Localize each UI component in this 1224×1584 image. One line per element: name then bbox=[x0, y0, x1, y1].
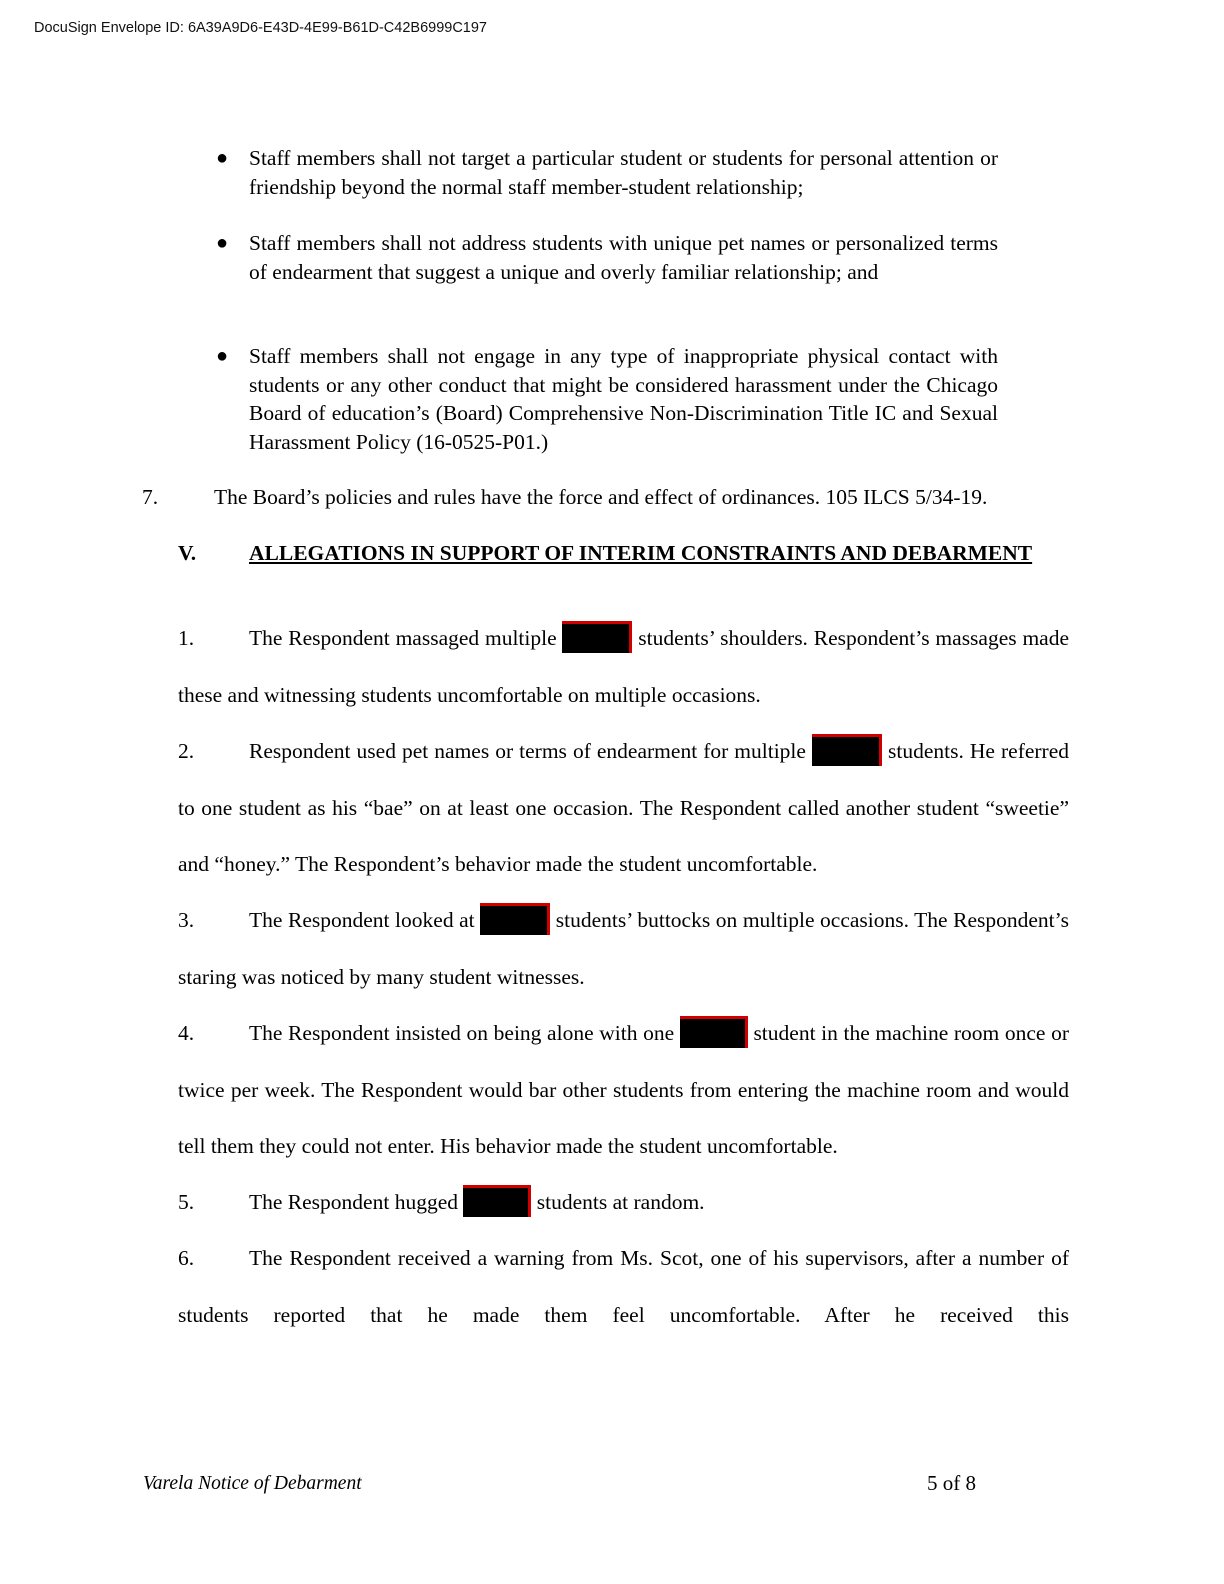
allegation-number: 2. bbox=[178, 739, 195, 763]
allegation-text-before: The Respondent received a warning from Ms. Scot, one of his supervisors, after a number of students reported that he made them feel uncomfortable. After he received this bbox=[178, 1246, 1069, 1327]
allegation-paragraph bbox=[178, 723, 1069, 893]
paragraph-number: 7. bbox=[142, 485, 159, 509]
redaction-box bbox=[480, 903, 550, 935]
bullet-dot-icon: ● bbox=[216, 147, 229, 169]
bullet-text: Staff members shall not engage in any type of inappropriate physical contact with students or any other conduct that might be considered harassment under the Chicago Board of education’s (Board) Comprehensive Non-Discrimination Title IC and Sexual Harassment Policy (16-0525-P01.) bbox=[249, 344, 998, 454]
redaction-box bbox=[562, 621, 632, 653]
allegation-text-after: student in the machine room once or twice per week. The Respondent would bar other students from entering the machine room and would tell them they could not enter. His behavior made the student uncomfortable. bbox=[178, 1021, 1070, 1158]
allegation-paragraph bbox=[178, 610, 1069, 723]
allegation-text-before: The Respondent massaged multiple bbox=[249, 626, 557, 650]
redaction-box bbox=[812, 734, 882, 766]
bullet-item bbox=[216, 229, 998, 286]
paragraph-text: The Board’s policies and rules have the force and effect of ordinances. 105 ILCS 5/34-19. bbox=[214, 485, 988, 509]
allegation-text-after: students. He referred to one student as his “bae” on at least one occasion. The Respondent called another student “sweetie” and “honey.” The Respondent’s behavior made the student uncomfortable. bbox=[178, 739, 1070, 876]
bullet-dot-icon: ● bbox=[216, 232, 229, 254]
bullet-item bbox=[216, 144, 998, 201]
section-heading: ALLEGATIONS IN SUPPORT OF INTERIM CONSTRAINTS AND DEBARMENT bbox=[249, 541, 1033, 565]
allegation-text-before: The Respondent hugged bbox=[249, 1190, 458, 1214]
bullet-item bbox=[216, 342, 998, 456]
allegation-text-before: Respondent used pet names or terms of endearment for multiple bbox=[249, 739, 806, 763]
allegation-number: 4. bbox=[178, 1021, 195, 1045]
allegation-text-after: students’ buttocks on multiple occasions. The Respondent’s staring was noticed by many student witnesses. bbox=[178, 908, 1069, 989]
bullet-text: Staff members shall not target a particular student or students for personal attention or friendship beyond the normal staff member-student relationship; bbox=[249, 146, 998, 199]
allegation-number: 5. bbox=[178, 1190, 195, 1214]
bullet-text: Staff members shall not address students with unique pet names or personalized terms of endearment that suggest a unique and overly familiar relationship; and bbox=[249, 231, 998, 284]
footer-page-number: 5 of 8 bbox=[927, 1471, 976, 1495]
allegation-number: 6. bbox=[178, 1246, 195, 1270]
allegation-text-after: students at random. bbox=[536, 1190, 705, 1214]
allegation-text-after: students’ shoulders. Respondent’s massages made these and witnessing students uncomfortable on multiple occasions. bbox=[178, 626, 1070, 707]
allegation-number: 3. bbox=[178, 908, 195, 932]
allegation-paragraph bbox=[178, 1005, 1069, 1175]
allegation-text-before: The Respondent looked at bbox=[249, 908, 475, 932]
allegation-paragraph bbox=[178, 1174, 1069, 1231]
allegation-number: 1. bbox=[178, 626, 195, 650]
docusign-envelope-id: DocuSign Envelope ID: 6A39A9D6-E43D-4E99-B61D-C42B6999C197 bbox=[34, 20, 487, 36]
allegation-text-before: The Respondent insisted on being alone with one bbox=[249, 1021, 675, 1045]
redaction-box bbox=[680, 1016, 748, 1048]
redaction-box bbox=[463, 1185, 531, 1217]
allegation-paragraph bbox=[178, 1230, 1069, 1343]
allegation-paragraph bbox=[178, 892, 1069, 1005]
bullet-dot-icon: ● bbox=[216, 345, 229, 367]
section-number: V. bbox=[178, 541, 197, 565]
footer-document-title: Varela Notice of Debarment bbox=[143, 1473, 362, 1494]
